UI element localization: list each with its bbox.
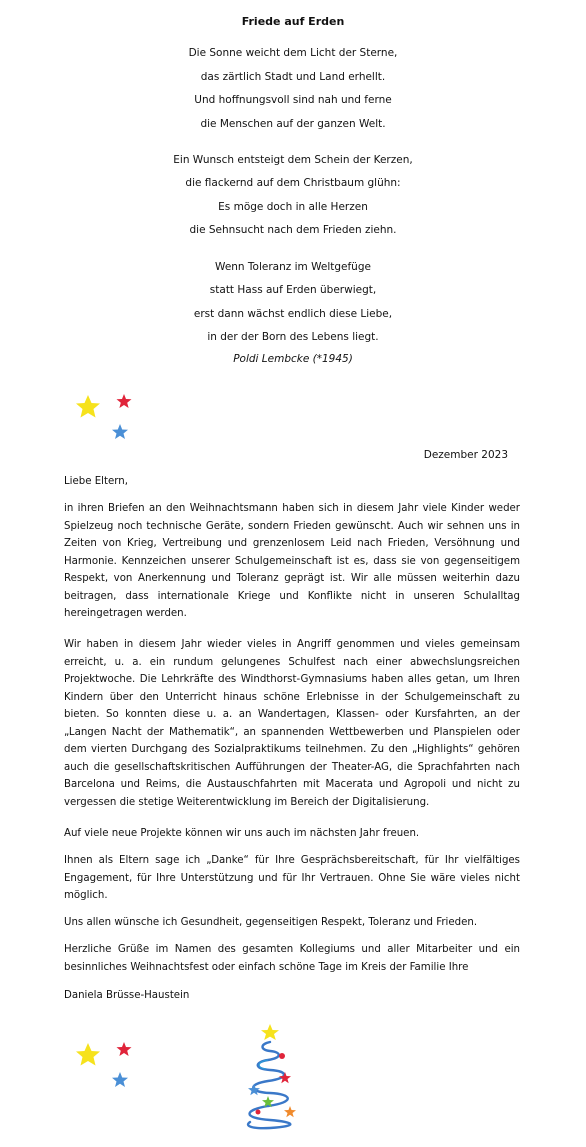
poem-line: Ein Wunsch entsteigt dem Schein der Kerzen,: [173, 154, 413, 166]
letter-paragraph: Ihnen als Eltern sage ich „Danke“ für Ihre Gesprächsbereitschaft, für Ihr vielfältiges Engagement, für Ihre Unterstützung und für Ihr Vertrauen. Ohne Sie wäre vieles nicht möglich.: [64, 855, 520, 901]
red-star-icon: [117, 394, 132, 408]
red-star-icon: [117, 1042, 132, 1056]
poem-line: die Menschen auf der ganzen Welt.: [200, 118, 386, 130]
poem-line: in der der Born des Lebens liegt.: [207, 331, 379, 343]
star-cluster-icon: [72, 1038, 142, 1098]
christmas-tree-icon: [230, 1022, 310, 1134]
poem-line: die Sehnsucht nach dem Frieden ziehn.: [189, 224, 397, 236]
star-cluster-icon: [72, 390, 142, 450]
blue-star-icon: [112, 424, 128, 439]
letter-paragraph: in ihren Briefen an den Weihnachtsmann haben sich in diesem Jahr viele Kinder weder Spielzeug noch technische Geräte, sondern Frieden gewünscht. Auch wir sehnen uns in Zeiten von Krieg, Vertreibung und grenzenlosem Leid nach Frieden, Versöhnung und Harmonie. Kennzeichen unserer Schulgemeinschaft ist es, dass sie von gegenseitigem Respekt, von Anerkennung und Toleranz geprägt ist. Wir alle müssen weiterhin dazu beitragen, dass internationale Kriege und Konflikte nicht in unseren Schulalltag hereingetragen werden.: [64, 503, 520, 619]
poem-line: das zärtlich Stadt und Land erhellt.: [200, 71, 386, 83]
poem-line: Die Sonne weicht dem Licht der Sterne,: [188, 47, 398, 59]
yellow-star-icon: [76, 1043, 100, 1066]
poem-line: Es möge doch in alle Herzen: [218, 201, 368, 213]
blue-star-icon: [112, 1072, 128, 1087]
poem-line: statt Hass auf Erden überwiegt,: [209, 284, 377, 296]
letter-date: Dezember 2023: [423, 449, 508, 461]
letter-paragraph: Uns allen wünsche ich Gesundheit, gegenseitigen Respekt, Toleranz und Frieden.: [64, 917, 478, 928]
letter-paragraph: Herzliche Grüße im Namen des gesamten Kollegiums und aller Mitarbeiter und ein besinnliches Weihnachtsfest oder einfach schöne Tage im Kreis der Familie Ihre: [64, 944, 520, 973]
poem-author: Poldi Lembcke (*1945): [233, 353, 353, 365]
letter-paragraph: Wir haben in diesem Jahr wieder vieles in Angriff genommen und vieles gemeinsam erreicht, u. a. ein rundum gelungenes Schulfest nach einer abwechslungsreichen Projektwoche. Die Lehrkräfte des Windthorst-Gymnasiums haben alles getan, um Ihren Kindern über den Unterricht hinaus schöne Erlebnisse in der Schulgemeinschaft zu bieten. So konnten diese u. a. an Wandertagen, Klassen- oder Kursfahrten, an der „Langen Nacht der Mathematik“, an spannenden Wettbewerben und Planspielen oder dem vierten Durchgang des Sozialpraktikums teilnehmen. Zu den „Highlights“ gehören auch die gesellschaftskritischen Aufführungen der Theater-AG, die Sprachfahrten nach Barcelona und Reims, die Austauschfahrten mit Macerata und Agropoli und nicht zu vergessen die stetige Weiterentwicklung im Bereich der Digitalisierung.: [64, 639, 520, 808]
poem-line: Und hoffnungsvoll sind nah und ferne: [194, 94, 392, 106]
poem-line: erst dann wächst endlich diese Liebe,: [193, 308, 393, 320]
poem-line: Wenn Toleranz im Weltgefüge: [215, 261, 371, 273]
poem-line: die flackernd auf dem Christbaum glühn:: [185, 177, 401, 189]
letter-paragraph: Auf viele neue Projekte können wir uns auch im nächsten Jahr freuen.: [64, 828, 420, 839]
salutation: Liebe Eltern,: [64, 476, 128, 487]
poem-title: Friede auf Erden: [241, 15, 345, 28]
yellow-star-icon: [76, 395, 100, 418]
signature: Daniela Brüsse-Haustein: [64, 990, 190, 1001]
